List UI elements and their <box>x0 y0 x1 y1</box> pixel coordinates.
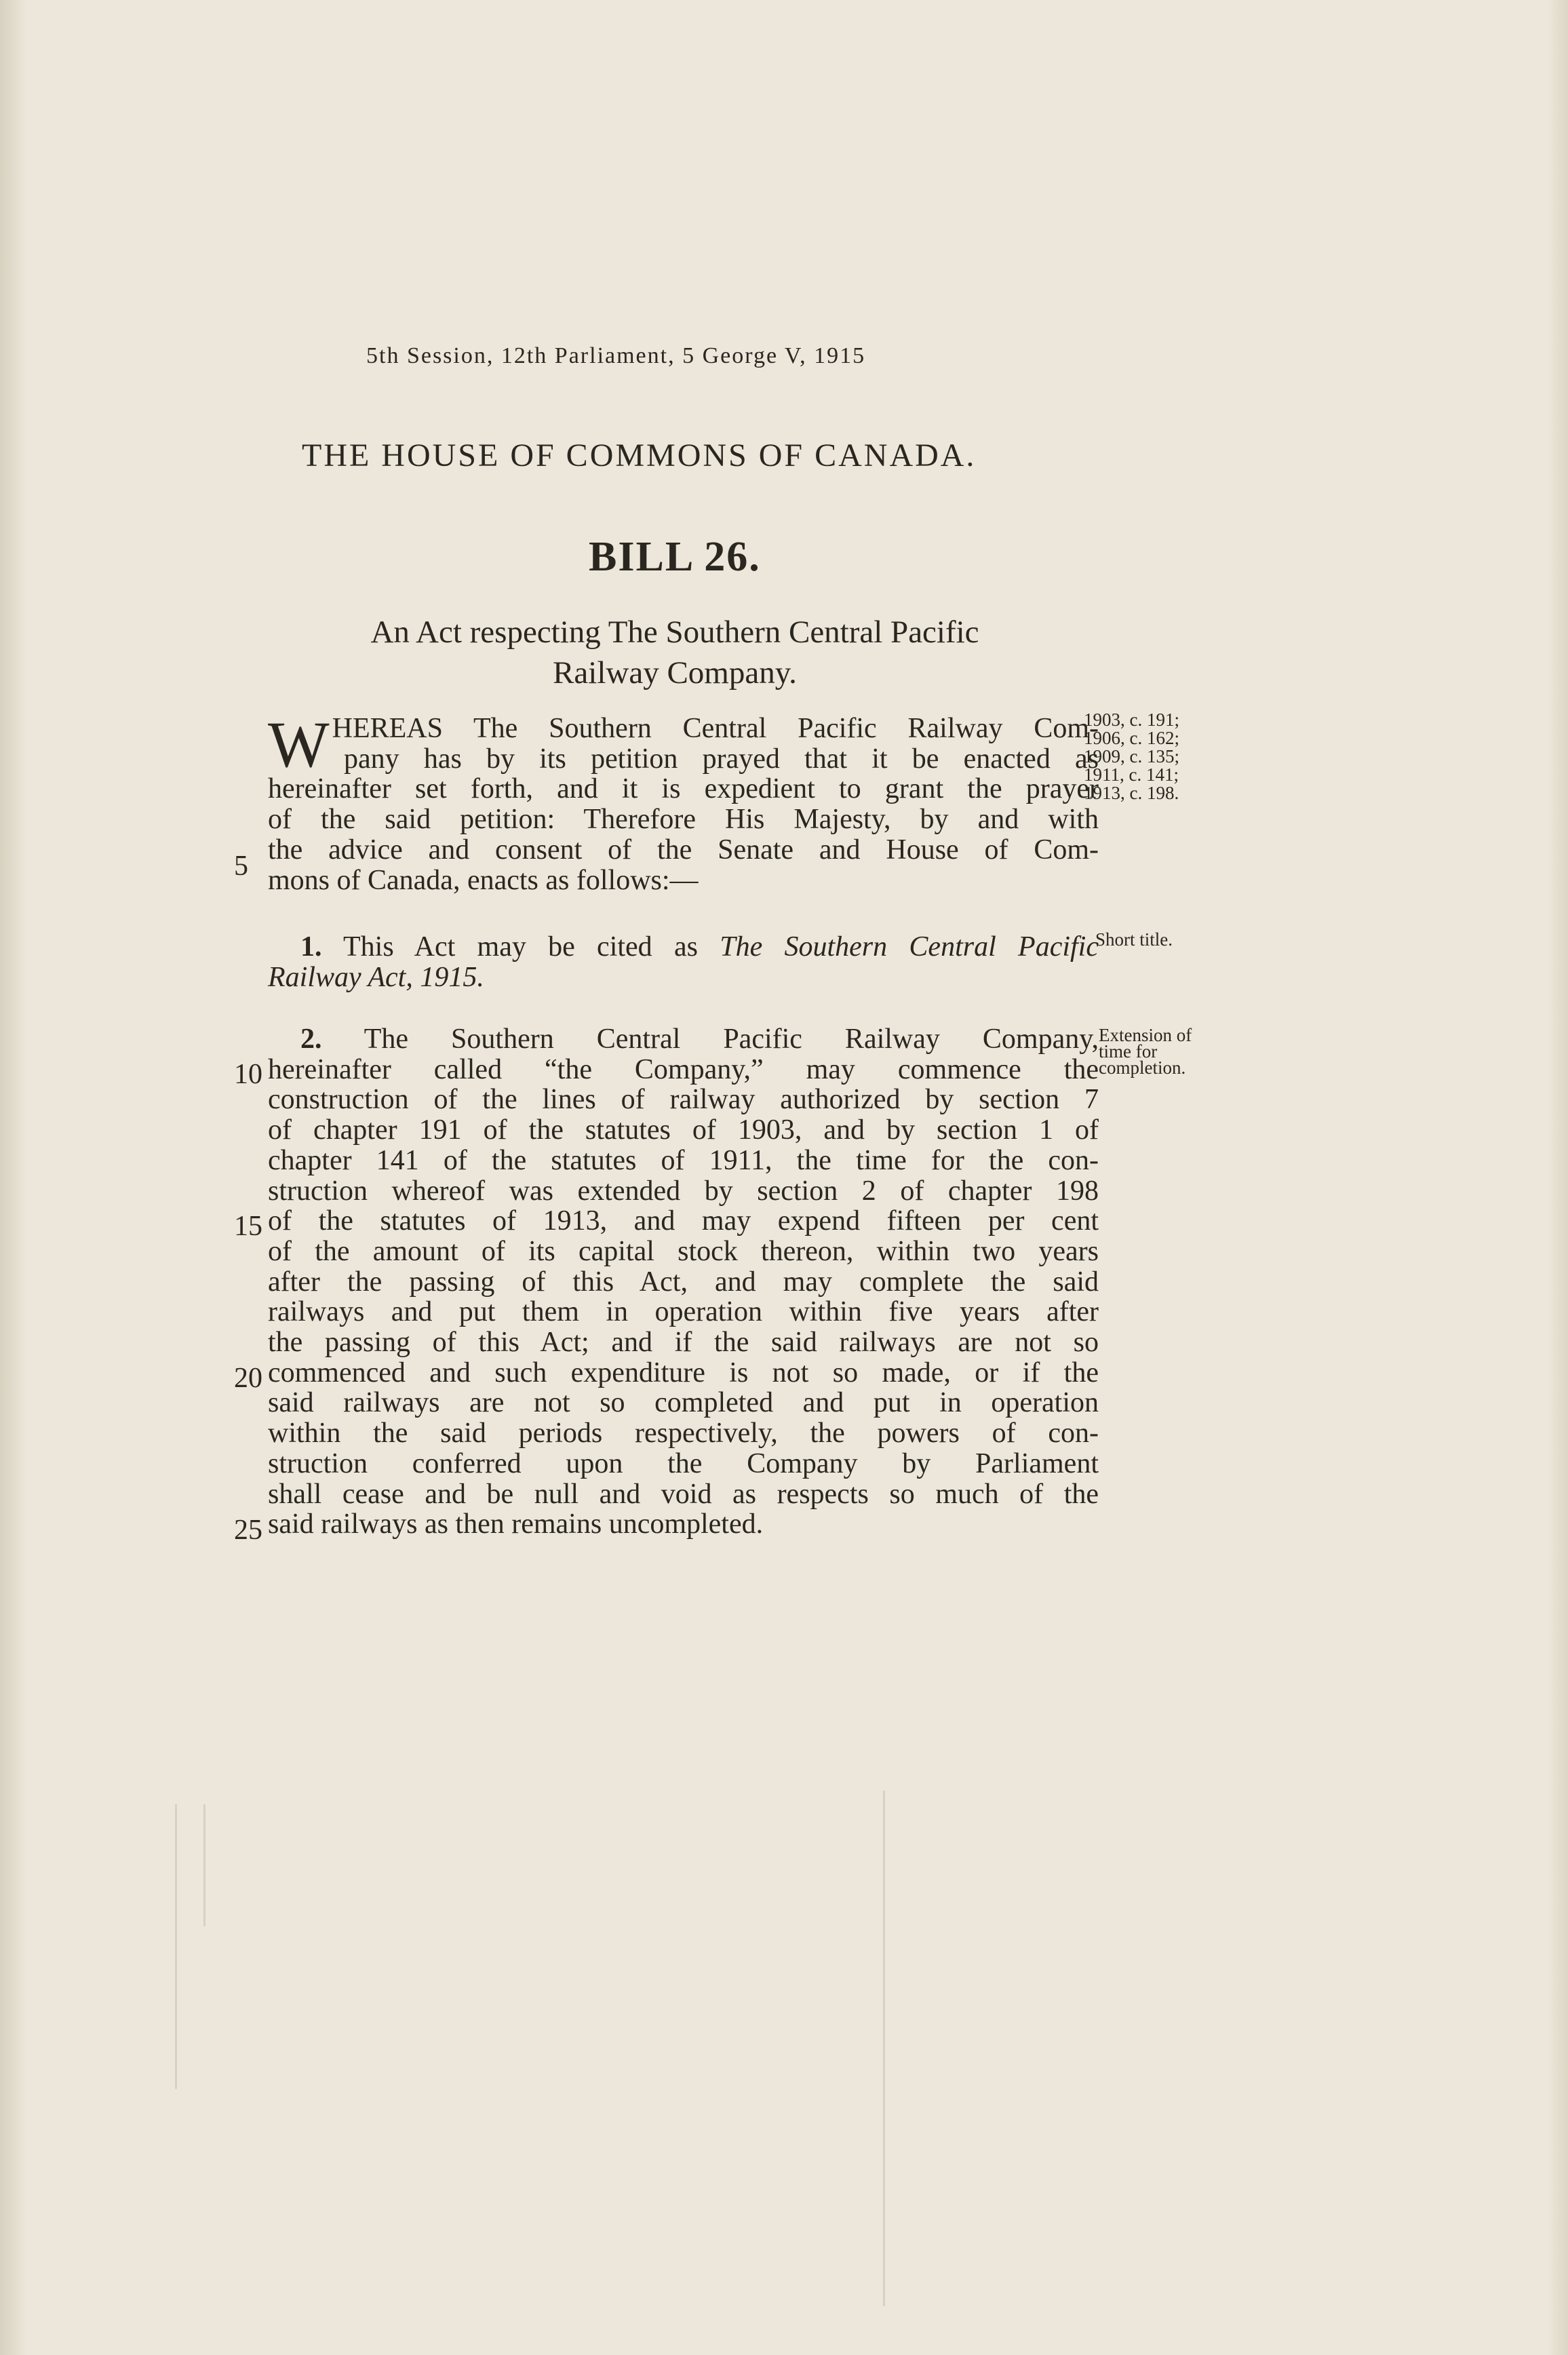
margin-note-extension: Extension of time for completion. <box>1099 1025 1192 1078</box>
statute-ref: 1911, c. 141; <box>1084 764 1179 785</box>
statute-ref: 1903, c. 191; <box>1084 709 1179 730</box>
section-2-line: railways and put them in operation within five years after <box>268 1296 1099 1328</box>
margin-statute-refs <box>1084 711 1179 802</box>
bleed-through-mark <box>883 1791 885 2306</box>
section-2-line: of the statutes of 1913, and may expend fifteen per cent <box>268 1205 1099 1237</box>
section-2-line: after the passing of this Act, and may complete the said <box>268 1266 1099 1298</box>
line-number: 15 <box>234 1211 262 1242</box>
section-2-line: said railways as then remains uncompleted. <box>268 1509 764 1540</box>
statute-ref: 1909, c. 135; <box>1084 746 1179 766</box>
section-2-line: construction of the lines of railway authorized by section 7 <box>268 1084 1099 1116</box>
line-number: 25 <box>234 1515 262 1546</box>
section-2-line: chapter 141 of the statutes of 1911, the time for the con- <box>268 1144 1099 1176</box>
page-edge-shadow <box>0 0 27 2355</box>
act-title <box>285 612 1065 693</box>
line-number: 5 <box>234 851 248 882</box>
bill-number: BILL 26. <box>589 534 761 580</box>
section-1-line: 1. This Act may be cited as The Southern Central Pacific <box>300 931 1099 962</box>
section-2-line: struction whereof was extended by section 2 of chapter 198 <box>268 1175 1099 1207</box>
section-1-line: Railway Act, 1915. <box>268 961 484 993</box>
line-number: 10 <box>234 1059 262 1090</box>
preamble-line: mons of Canada, enacts as follows:— <box>268 864 699 896</box>
statute-ref: 1913, c. 198. <box>1084 783 1179 803</box>
page-edge-shadow <box>1548 0 1568 2355</box>
section-number: 2. <box>300 1024 322 1055</box>
bleed-through-mark <box>175 1804 177 2089</box>
preamble-line: of the said petition: Therefore His Majesty, by and with <box>268 804 1099 836</box>
section-2 <box>268 1024 1099 1540</box>
section-2-line: within the said periods respectively, the powers of con- <box>268 1418 1099 1449</box>
preamble-line: pany has by its petition prayed that it be enacted as <box>344 743 1099 775</box>
preamble <box>268 708 1099 896</box>
act-title-line: Railway Company. <box>553 655 797 690</box>
section-2-line: of chapter 191 of the statutes of 1903, and by section 1 of <box>268 1114 1099 1146</box>
preamble-line: hereinafter set forth, and it is expedient to grant the prayer <box>268 773 1099 805</box>
margin-note-short-title: Short title. <box>1095 929 1173 950</box>
section-2-line: hereinafter called “the Company,” may commence the <box>268 1053 1099 1085</box>
section-2-line: 2. The Southern Central Pacific Railway Company, <box>300 1024 1099 1055</box>
statute-ref: 1906, c. 162; <box>1084 728 1179 748</box>
section-1 <box>268 932 1099 992</box>
line-number: 20 <box>234 1363 262 1394</box>
house-title: THE HOUSE OF COMMONS OF CANADA. <box>302 437 977 473</box>
preamble-line: the advice and consent of the Senate and House of Com- <box>268 834 1099 865</box>
bleed-through-mark <box>203 1804 205 1926</box>
section-2-line: of the amount of its capital stock thereon, within two years <box>268 1235 1099 1267</box>
section-2-line: commenced and such expenditure is not so made, or if the <box>268 1357 1099 1388</box>
section-2-line: struction conferred upon the Company by Parliament <box>268 1447 1099 1479</box>
section-2-line: said railways are not so completed and put in operation <box>268 1387 1099 1419</box>
session-header: 5th Session, 12th Parliament, 5 George V, 1915 <box>366 343 866 368</box>
drop-cap: W <box>268 708 330 781</box>
section-2-line: the passing of this Act; and if the said railways are not so <box>268 1327 1099 1359</box>
section-2-line: shall cease and be null and void as respects so much of the <box>268 1478 1099 1510</box>
section-number: 1. <box>300 931 322 962</box>
act-title-line: An Act respecting The Southern Central Pacific <box>370 615 979 650</box>
preamble-line: HEREAS The Southern Central Pacific Railway Com- <box>332 713 1099 744</box>
